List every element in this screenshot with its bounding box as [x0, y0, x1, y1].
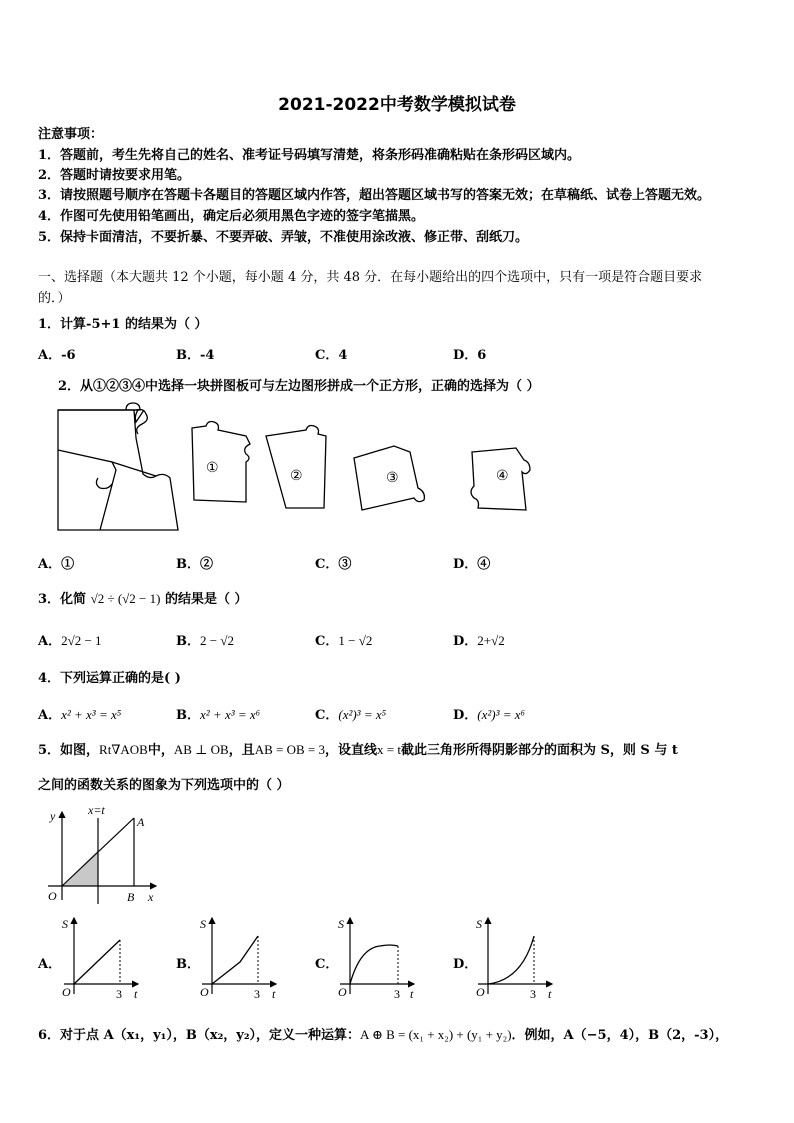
label-O: O [338, 985, 347, 999]
option-letter: D． [453, 708, 478, 723]
q5-math: AB = OB = 3 [254, 742, 326, 757]
q5-graph-c[interactable] [334, 912, 424, 1002]
puzzle-piece-3 [354, 446, 424, 510]
q2-option-d[interactable]: D．④ [453, 557, 491, 572]
q3-expression: √2 ÷ (√2 − 1) [90, 591, 161, 606]
notice-item: 2．答题时请按要求用笔。 [38, 168, 191, 183]
q3-option-c[interactable] [315, 630, 372, 649]
q5-text: 5．如图， [38, 743, 100, 758]
label-3: 3 [530, 987, 536, 1001]
piece-label-1: ① [206, 461, 219, 476]
piece-label-3: ③ [386, 471, 399, 486]
question-1-stem: 1．计算-5+1 的结果为（ ） [38, 317, 208, 332]
option-expression: 1 − √2 [338, 633, 373, 648]
question-3-stem [38, 588, 248, 607]
question-6-stem [38, 1024, 728, 1043]
option-expression: (x²)³ = x⁶ [477, 707, 526, 722]
piece-label-4: ④ [496, 469, 509, 484]
option-expression: (x²)³ = x⁵ [338, 707, 387, 722]
option-letter: B． [176, 708, 200, 723]
q2-option-a[interactable]: A．① [38, 557, 75, 572]
notice-item: 3．请按照题号顺序在答题卡各题目的答题区域内作答，超出答题区域书写的答案无效；在草稿纸、试卷上答题无效。 [38, 188, 711, 203]
section-heading-cont: 的．） [38, 291, 71, 306]
label-O: O [200, 985, 209, 999]
puzzle-piece-4 [471, 448, 530, 510]
question-5-stem-cont: 之间的函数关系的图象为下列选项中的（ ） [38, 778, 290, 793]
q1-option-a[interactable]: A．-6 [38, 348, 76, 363]
label-B: B [127, 890, 135, 904]
q5-triangle-figure [38, 800, 168, 910]
q5-option-c[interactable]: C． [315, 957, 339, 972]
q2-puzzle-figure [38, 400, 548, 540]
q6-formula: A ⊕ B = (x₁ + x₂) + (y₁ + y₂) [360, 1027, 512, 1042]
option-expression: 2+√2 [477, 633, 505, 648]
page-title: 2021-2022中考数学模拟试卷 [278, 95, 516, 115]
option-letter: A． [38, 634, 62, 649]
q5-math: AB ⊥ OB [173, 742, 229, 757]
notice-item: 4．作图可先使用铅笔画出，确定后必须用黑色字迹的签字笔描黑。 [38, 209, 425, 224]
q5-text: ，且 [228, 743, 255, 758]
q5-text: 中， [147, 743, 174, 758]
label-t: t [272, 987, 276, 1001]
q5-text: 截此三角形所得阴影部分的面积为 S，则 S 与 t [400, 743, 678, 758]
label-3: 3 [254, 987, 260, 1001]
label-S: S [476, 917, 482, 931]
q5-math: Rt∇AOB [99, 742, 148, 757]
q5-graph-d[interactable] [472, 912, 562, 1002]
question-2-stem: 2．从①②③④中选择一块拼图板可与左边图形拼成一个正方形，正确的选择为（ ） [58, 379, 540, 394]
option-letter: A． [38, 708, 62, 723]
question-4-stem: 4．下列运算正确的是( ) [38, 671, 181, 686]
label-A: A [137, 815, 145, 829]
q3-option-a[interactable] [38, 630, 102, 649]
q2-option-c[interactable]: C．③ [315, 557, 352, 572]
label-O: O [476, 985, 485, 999]
label-t: t [410, 987, 414, 1001]
label-S: S [338, 917, 344, 931]
option-letter: C． [315, 634, 339, 649]
label-t: t [548, 987, 552, 1001]
label-S: S [200, 917, 206, 931]
q1-option-d[interactable]: D．6 [453, 348, 487, 363]
notice-item: 5．保持卡面清洁，不要折暴、不要弄破、弄皱，不准使用涂改液、修正带、刮纸刀。 [38, 230, 529, 245]
question-5-stem [38, 739, 678, 758]
label-S: S [62, 917, 68, 931]
q6-text: 6．对于点 A（x₁，y₁），B（x₂，y₂），定义一种运算： [38, 1028, 361, 1043]
q4-option-b[interactable] [176, 704, 260, 723]
label-x: x [148, 890, 154, 904]
label-O: O [62, 985, 71, 999]
notice-heading: 注意事项： [38, 127, 104, 142]
label-t: t [134, 987, 138, 1001]
q5-graph-b[interactable] [196, 912, 286, 1002]
piece-label-2: ② [290, 469, 303, 484]
option-expression: x² + x³ = x⁵ [61, 707, 122, 722]
q5-option-b[interactable]: B． [176, 957, 200, 972]
q2-option-b[interactable]: B．② [176, 557, 213, 572]
puzzle-left-figure [58, 403, 178, 530]
puzzle-piece-1 [192, 422, 250, 503]
q1-option-b[interactable]: B．-4 [176, 348, 215, 363]
q5-option-d[interactable]: D． [453, 957, 478, 972]
q5-text: ，设直线 [325, 743, 378, 758]
option-letter: C． [315, 708, 339, 723]
q4-option-a[interactable] [38, 704, 121, 723]
q5-math: x = t [377, 742, 401, 757]
q4-option-d[interactable] [453, 704, 525, 723]
q3-option-b[interactable] [176, 630, 234, 649]
label-x-equals-t: x=t [88, 803, 105, 817]
label-3: 3 [116, 987, 122, 1001]
q3-stem-suffix: 的结果是（ ） [165, 592, 248, 607]
option-expression: 2√2 − 1 [61, 633, 102, 648]
q4-option-c[interactable] [315, 704, 386, 723]
q3-option-d[interactable] [453, 630, 505, 649]
q1-option-c[interactable]: C．4 [315, 348, 348, 363]
puzzle-piece-2 [266, 426, 326, 509]
label-3: 3 [394, 987, 400, 1001]
section-heading: 一、选择题（本大题共 12 个小题，每小题 4 分，共 48 分．在每小题给出的四个选项中，只有一项是符合题目要求 [38, 270, 703, 285]
q6-text: ．例如，A（−5，4），B（2，-3）， [511, 1028, 729, 1043]
notice-item: 1．答题前，考生先将自己的姓名、准考证号码填写清楚，将条形码准确粘贴在条形码区域内。 [38, 148, 581, 163]
label-O: O [48, 889, 57, 903]
option-letter: B． [176, 634, 200, 649]
q3-stem-prefix: 3．化简 [38, 592, 87, 607]
q5-option-a[interactable]: A． [38, 957, 62, 972]
q5-graph-a[interactable] [58, 912, 148, 1002]
label-y: y [50, 809, 56, 823]
option-letter: D． [453, 634, 478, 649]
option-expression: x² + x³ = x⁶ [200, 707, 261, 722]
option-expression: 2 − √2 [200, 633, 234, 648]
